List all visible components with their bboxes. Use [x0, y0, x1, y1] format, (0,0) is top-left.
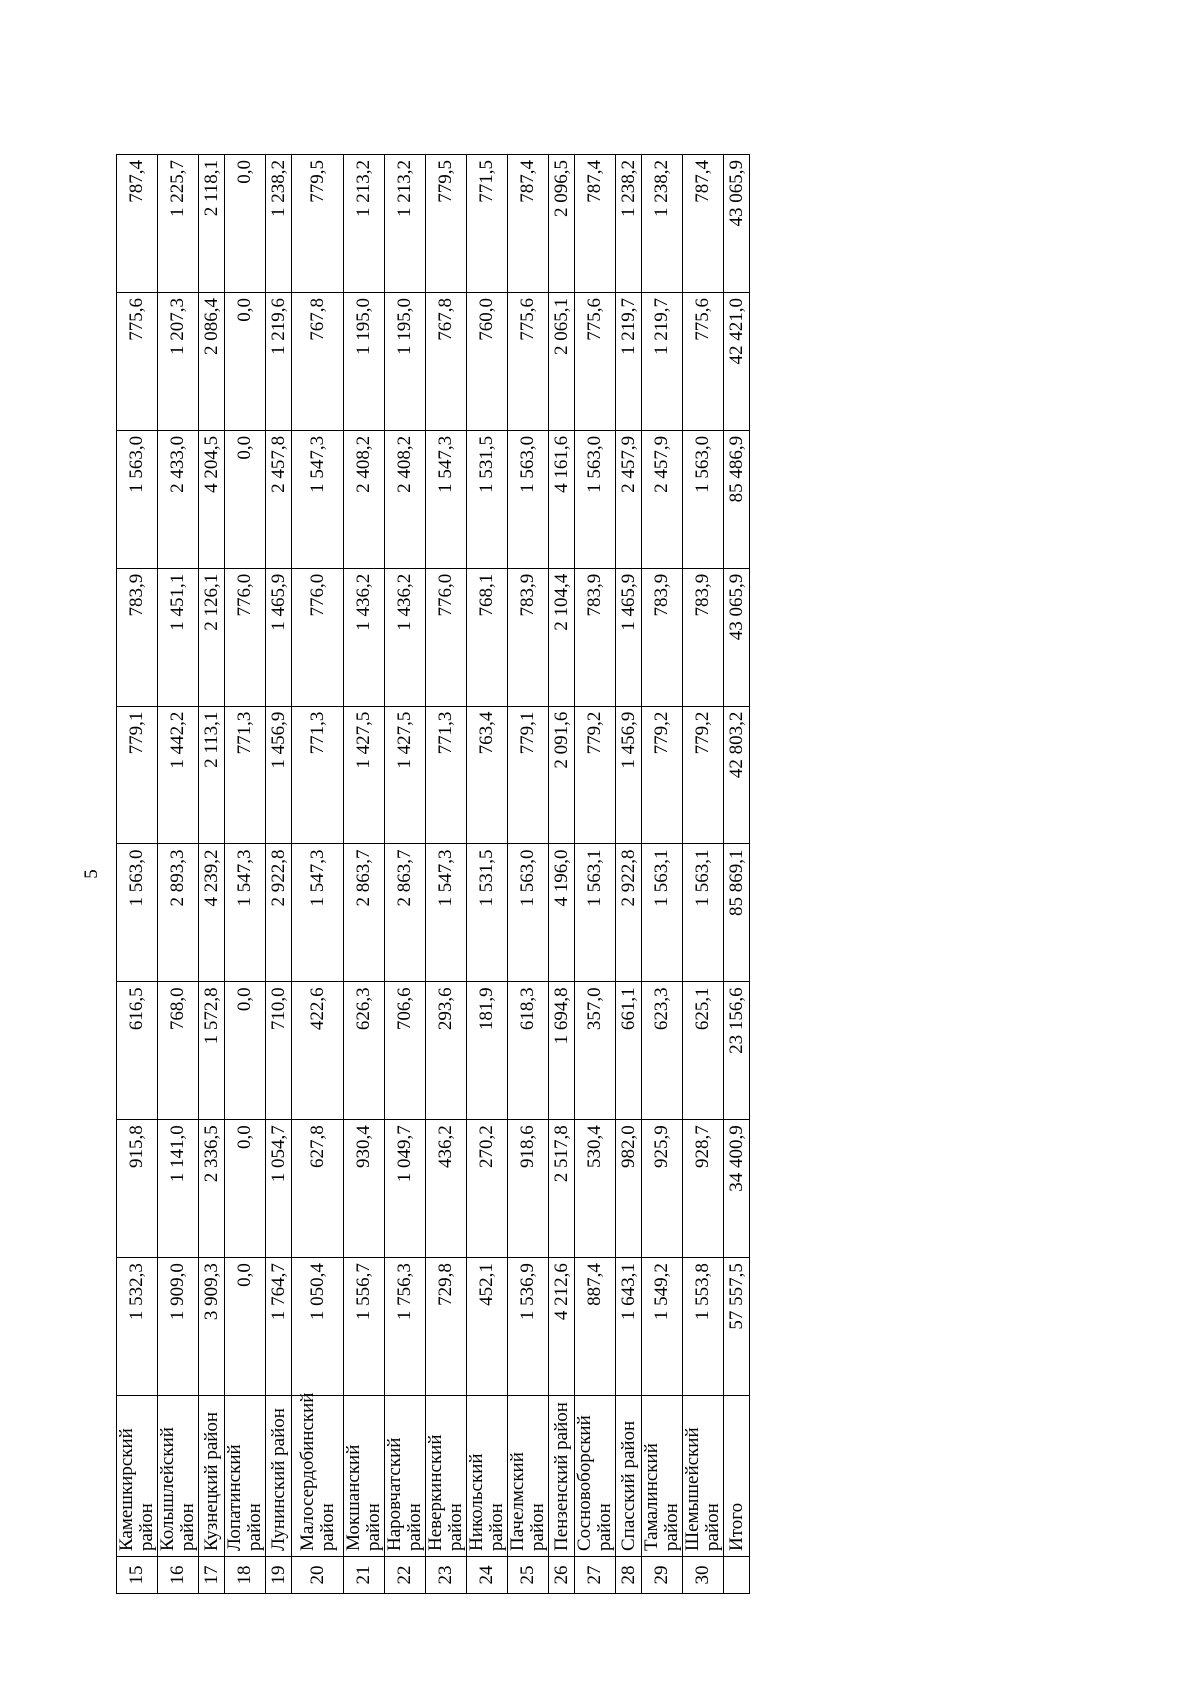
value-cell: 42 421,0 — [724, 293, 750, 431]
value-cell: 2 408,2 — [344, 430, 385, 568]
value-cell: 618,3 — [508, 982, 549, 1120]
value-cell: 1 547,3 — [426, 844, 467, 982]
value-cell: 1 054,7 — [266, 1120, 292, 1258]
value-cell: 1 531,5 — [467, 430, 508, 568]
district-name-cell: Колышлейский район — [158, 1396, 199, 1557]
value-cell: 1 238,2 — [616, 155, 642, 293]
value-cell: 1 219,7 — [642, 293, 683, 431]
value-cell: 776,0 — [292, 568, 344, 706]
value-cell: 779,1 — [117, 706, 158, 844]
value-cell: 1 195,0 — [385, 293, 426, 431]
value-cell: 928,7 — [683, 1120, 724, 1258]
value-cell: 2 126,1 — [199, 568, 225, 706]
value-cell: 1 563,0 — [508, 430, 549, 568]
table-row — [508, 155, 549, 1594]
value-cell: 1 465,9 — [266, 568, 292, 706]
value-cell: 181,9 — [467, 982, 508, 1120]
value-cell: 270,2 — [467, 1120, 508, 1258]
value-cell: 2 118,1 — [199, 155, 225, 293]
district-name-cell: Сосновоборский район — [575, 1396, 616, 1557]
value-cell: 1 556,7 — [344, 1258, 385, 1396]
value-cell: 616,5 — [117, 982, 158, 1120]
table-row — [292, 155, 344, 1594]
value-cell: 2 065,1 — [549, 293, 575, 431]
row-number-cell: 26 — [549, 1557, 575, 1594]
value-cell: 1 456,9 — [266, 706, 292, 844]
value-cell: 771,3 — [292, 706, 344, 844]
table-row — [158, 155, 199, 1594]
value-cell: 4 204,5 — [199, 430, 225, 568]
value-cell: 1 427,5 — [385, 706, 426, 844]
district-name-cell: Пензенский район — [549, 1396, 575, 1557]
value-cell: 775,6 — [683, 293, 724, 431]
value-cell: 4 161,6 — [549, 430, 575, 568]
value-cell: 1 219,7 — [616, 293, 642, 431]
value-cell: 760,0 — [467, 293, 508, 431]
value-cell: 1 141,0 — [158, 1120, 199, 1258]
row-number-cell: 15 — [117, 1557, 158, 1594]
district-name-cell: Никольский район — [467, 1396, 508, 1557]
value-cell: 2 922,8 — [616, 844, 642, 982]
district-name-cell: Спасский район — [616, 1396, 642, 1557]
value-cell: 1 195,0 — [344, 293, 385, 431]
value-cell: 1 213,2 — [385, 155, 426, 293]
rotated-table-frame — [116, 154, 747, 1594]
value-cell: 763,4 — [467, 706, 508, 844]
row-number-cell: 27 — [575, 1557, 616, 1594]
value-cell: 2 457,9 — [642, 430, 683, 568]
value-cell: 1 643,1 — [616, 1258, 642, 1396]
value-cell: 887,4 — [575, 1258, 616, 1396]
value-cell: 1 532,3 — [117, 1258, 158, 1396]
value-cell: 783,9 — [683, 568, 724, 706]
district-name-cell: Кузнецкий район — [199, 1396, 225, 1557]
value-cell: 2 096,5 — [549, 155, 575, 293]
value-cell: 768,1 — [467, 568, 508, 706]
row-number-cell: 23 — [426, 1557, 467, 1594]
value-cell: 1 427,5 — [344, 706, 385, 844]
value-cell: 1 465,9 — [616, 568, 642, 706]
value-cell: 0,0 — [225, 1258, 266, 1396]
value-cell: 729,8 — [426, 1258, 467, 1396]
value-cell: 2 336,5 — [199, 1120, 225, 1258]
value-cell: 1 553,8 — [683, 1258, 724, 1396]
value-cell: 783,9 — [117, 568, 158, 706]
value-cell: 1 756,3 — [385, 1258, 426, 1396]
page-number: 5 — [81, 869, 102, 879]
value-cell: 787,4 — [508, 155, 549, 293]
value-cell: 57 557,5 — [724, 1258, 750, 1396]
value-cell: 1 549,2 — [642, 1258, 683, 1396]
value-cell: 1 694,8 — [549, 982, 575, 1120]
table-row — [616, 155, 642, 1594]
value-cell: 85 486,9 — [724, 430, 750, 568]
value-cell: 1 207,3 — [158, 293, 199, 431]
value-cell: 1 225,7 — [158, 155, 199, 293]
district-name-cell: Лопатинский район — [225, 1396, 266, 1557]
table-row — [117, 155, 158, 1594]
table-row — [225, 155, 266, 1594]
value-cell: 0,0 — [225, 982, 266, 1120]
row-number-cell: 28 — [616, 1557, 642, 1594]
value-cell: 661,1 — [616, 982, 642, 1120]
value-cell: 34 400,9 — [724, 1120, 750, 1258]
value-cell: 1 238,2 — [266, 155, 292, 293]
value-cell: 2 457,9 — [616, 430, 642, 568]
district-name-cell: Пачелмский район — [508, 1396, 549, 1557]
table-row — [683, 155, 724, 1594]
value-cell: 42 803,2 — [724, 706, 750, 844]
row-number-cell: 21 — [344, 1557, 385, 1594]
value-cell: 768,0 — [158, 982, 199, 1120]
value-cell: 779,5 — [292, 155, 344, 293]
table-row — [467, 155, 508, 1594]
value-cell: 776,0 — [426, 568, 467, 706]
table-row — [724, 155, 750, 1594]
district-name-cell: Мокшанский район — [344, 1396, 385, 1557]
district-name-cell: Лунинский район — [266, 1396, 292, 1557]
value-cell: 625,1 — [683, 982, 724, 1120]
value-cell: 357,0 — [575, 982, 616, 1120]
value-cell: 1 547,3 — [225, 844, 266, 982]
row-number-cell — [724, 1557, 750, 1594]
value-cell: 1 563,0 — [575, 430, 616, 568]
value-cell: 767,8 — [292, 293, 344, 431]
table-row — [549, 155, 575, 1594]
value-cell: 293,6 — [426, 982, 467, 1120]
value-cell: 787,4 — [117, 155, 158, 293]
row-number-cell: 25 — [508, 1557, 549, 1594]
value-cell: 23 156,6 — [724, 982, 750, 1120]
value-cell: 452,1 — [467, 1258, 508, 1396]
value-cell: 2 863,7 — [344, 844, 385, 982]
value-cell: 436,2 — [426, 1120, 467, 1258]
value-cell: 1 050,4 — [292, 1258, 344, 1396]
value-cell: 775,6 — [575, 293, 616, 431]
value-cell: 0,0 — [225, 293, 266, 431]
value-cell: 2 086,4 — [199, 293, 225, 431]
row-number-cell: 18 — [225, 1557, 266, 1594]
district-name-cell: Камешкирский район — [117, 1396, 158, 1557]
value-cell: 623,3 — [642, 982, 683, 1120]
value-cell: 1 563,0 — [683, 430, 724, 568]
table-body — [117, 155, 750, 1594]
district-name-cell: Итого — [724, 1396, 750, 1557]
value-cell: 776,0 — [225, 568, 266, 706]
value-cell: 771,5 — [467, 155, 508, 293]
district-name-cell: Малосердобинский район — [292, 1396, 344, 1557]
table-row — [385, 155, 426, 1594]
value-cell: 1 563,0 — [117, 430, 158, 568]
value-cell: 1 563,1 — [683, 844, 724, 982]
district-name-cell: Шемышейский район — [683, 1396, 724, 1557]
value-cell: 1 764,7 — [266, 1258, 292, 1396]
value-cell: 422,6 — [292, 982, 344, 1120]
value-cell: 767,8 — [426, 293, 467, 431]
value-cell: 1 909,0 — [158, 1258, 199, 1396]
value-cell: 982,0 — [616, 1120, 642, 1258]
value-cell: 2 922,8 — [266, 844, 292, 982]
value-cell: 1 563,0 — [508, 844, 549, 982]
value-cell: 1 563,1 — [642, 844, 683, 982]
value-cell: 783,9 — [642, 568, 683, 706]
value-cell: 1 456,9 — [616, 706, 642, 844]
value-cell: 771,3 — [426, 706, 467, 844]
row-number-cell: 29 — [642, 1557, 683, 1594]
row-number-cell: 22 — [385, 1557, 426, 1594]
value-cell: 710,0 — [266, 982, 292, 1120]
table-row — [642, 155, 683, 1594]
value-cell: 1 572,8 — [199, 982, 225, 1120]
row-number-cell: 16 — [158, 1557, 199, 1594]
row-number-cell: 19 — [266, 1557, 292, 1594]
value-cell: 85 869,1 — [724, 844, 750, 982]
row-number-cell: 30 — [683, 1557, 724, 1594]
value-cell: 779,2 — [642, 706, 683, 844]
value-cell: 775,6 — [508, 293, 549, 431]
value-cell: 783,9 — [575, 568, 616, 706]
value-cell: 43 065,9 — [724, 568, 750, 706]
table-row — [344, 155, 385, 1594]
district-name-cell: Тамалинский район — [642, 1396, 683, 1557]
row-number-cell: 20 — [292, 1557, 344, 1594]
value-cell: 626,3 — [344, 982, 385, 1120]
value-cell: 1 436,2 — [385, 568, 426, 706]
value-cell: 915,8 — [117, 1120, 158, 1258]
value-cell: 1 547,3 — [292, 844, 344, 982]
value-cell: 1 238,2 — [642, 155, 683, 293]
value-cell: 530,4 — [575, 1120, 616, 1258]
value-cell: 918,6 — [508, 1120, 549, 1258]
value-cell: 1 563,0 — [117, 844, 158, 982]
value-cell: 1 213,2 — [344, 155, 385, 293]
value-cell: 4 196,0 — [549, 844, 575, 982]
district-budget-table — [116, 154, 750, 1594]
value-cell: 787,4 — [575, 155, 616, 293]
value-cell: 925,9 — [642, 1120, 683, 1258]
value-cell: 0,0 — [225, 1120, 266, 1258]
value-cell: 2 433,0 — [158, 430, 199, 568]
row-number-cell: 24 — [467, 1557, 508, 1594]
value-cell: 779,2 — [575, 706, 616, 844]
value-cell: 783,9 — [508, 568, 549, 706]
value-cell: 706,6 — [385, 982, 426, 1120]
table-row — [199, 155, 225, 1594]
table-row — [426, 155, 467, 1594]
value-cell: 0,0 — [225, 155, 266, 293]
value-cell: 1 531,5 — [467, 844, 508, 982]
value-cell: 779,1 — [508, 706, 549, 844]
value-cell: 2 113,1 — [199, 706, 225, 844]
value-cell: 627,8 — [292, 1120, 344, 1258]
value-cell: 2 893,3 — [158, 844, 199, 982]
value-cell: 43 065,9 — [724, 155, 750, 293]
value-cell: 4 239,2 — [199, 844, 225, 982]
value-cell: 1 442,2 — [158, 706, 199, 844]
value-cell: 2 104,4 — [549, 568, 575, 706]
value-cell: 1 547,3 — [292, 430, 344, 568]
district-name-cell: Неверкинский район — [426, 1396, 467, 1557]
value-cell: 4 212,6 — [549, 1258, 575, 1396]
value-cell: 2 457,8 — [266, 430, 292, 568]
value-cell: 779,5 — [426, 155, 467, 293]
value-cell: 779,2 — [683, 706, 724, 844]
value-cell: 1 436,2 — [344, 568, 385, 706]
value-cell: 771,3 — [225, 706, 266, 844]
value-cell: 775,6 — [117, 293, 158, 431]
value-cell: 1 451,1 — [158, 568, 199, 706]
value-cell: 787,4 — [683, 155, 724, 293]
value-cell: 1 563,1 — [575, 844, 616, 982]
value-cell: 1 219,6 — [266, 293, 292, 431]
value-cell: 1 547,3 — [426, 430, 467, 568]
table-row — [266, 155, 292, 1594]
value-cell: 1 536,9 — [508, 1258, 549, 1396]
value-cell: 2 091,6 — [549, 706, 575, 844]
value-cell: 3 909,3 — [199, 1258, 225, 1396]
table-row — [575, 155, 616, 1594]
district-name-cell: Наровчатский район — [385, 1396, 426, 1557]
value-cell: 0,0 — [225, 430, 266, 568]
value-cell: 2 408,2 — [385, 430, 426, 568]
value-cell: 2 863,7 — [385, 844, 426, 982]
value-cell: 1 049,7 — [385, 1120, 426, 1258]
value-cell: 930,4 — [344, 1120, 385, 1258]
value-cell: 2 517,8 — [549, 1120, 575, 1258]
row-number-cell: 17 — [199, 1557, 225, 1594]
